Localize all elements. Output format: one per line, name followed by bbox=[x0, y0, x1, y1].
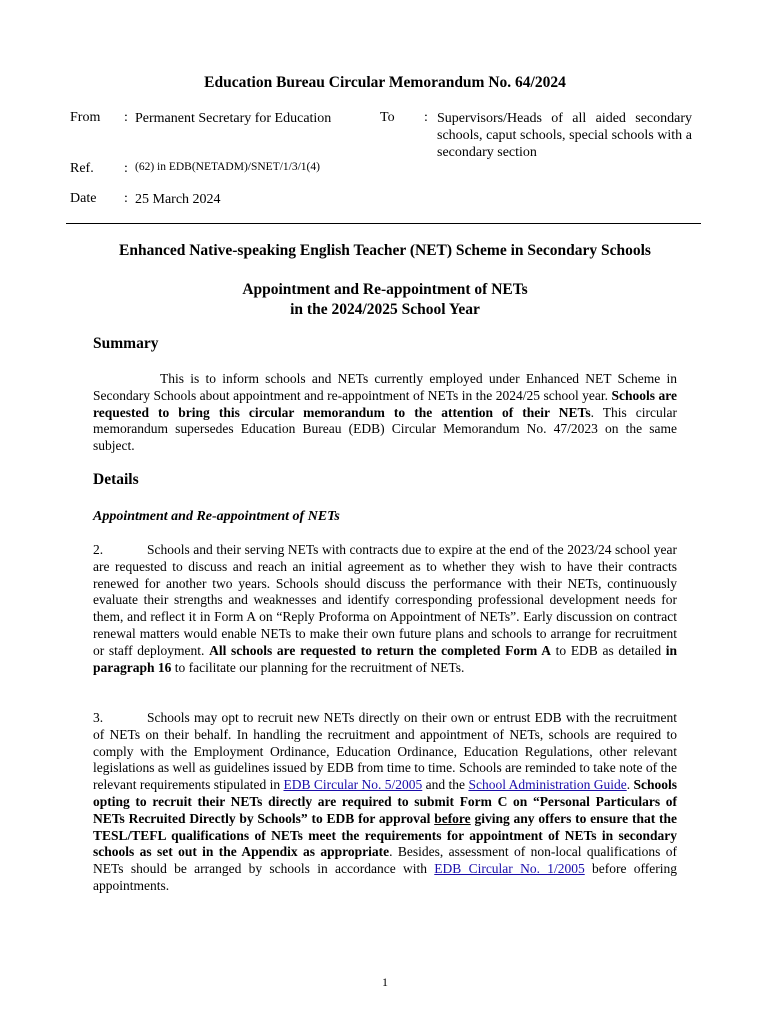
page-number: 1 bbox=[382, 975, 388, 989]
from-value: Permanent Secretary for Education bbox=[135, 111, 332, 126]
appointment-heading bbox=[0, 280, 770, 320]
paragraph-3: 3. Schools may opt to recruit new NETs directly on their own or entrust EDB with the recruitment of NETs on their behalf. In handling the recruitment and appointment of NETs, schools are required to comply with the Employment Ordinance, Education Ordinance, Education Regulations, other relevant legislations as well as guidelines issued by EDB from time to time. Schools are reminded to take note of the relevant requirements stipulated in EDB Circular No. 5/2005 and the School Administration Guide. Schools opting to recruit their NETs directly are required to submit Form C on “Personal Particulars of NETs Recruited Directly by Schools” to EDB for approval before giving any offers to ensure that the TESL/TEFL qualifications of NETs meet the requirements for appointment of NETs in secondary schools as set out in the Appendix as appropriate. Besides, assessment of non-local qualifications of NETs should be arranged by schools in accordance with EDB Circular No. 1/2005 before offering appointments. bbox=[93, 710, 678, 893]
appointment-heading-line2: in the 2024/2025 School Year bbox=[290, 301, 480, 318]
summary-heading: Summary bbox=[93, 335, 159, 352]
from-colon: : bbox=[124, 110, 128, 125]
scheme-heading: Enhanced Native-speaking English Teacher (NET) Scheme in Secondary Schools bbox=[119, 242, 651, 259]
ref-colon: : bbox=[124, 161, 128, 176]
date-label: Date bbox=[70, 191, 97, 206]
from-label: From bbox=[70, 110, 101, 125]
edb-circular-1-2005-link[interactable]: EDB Circular No. 1/2005 bbox=[434, 861, 585, 877]
header-divider bbox=[66, 223, 701, 224]
paragraph-2: 2. Schools and their serving NETs with contracts due to expire at the end of the 2023/24 school year are requested to discuss and reach an initial agreement as to whether they wish to have their contracts renewed for another two years. Schools should discuss the performance with their NETs, continuously evaluate their strengths and weaknesses and identify corresponding professional development needs for them, and reflect it in Form A on “Reply Proforma on Appointment of NETs”. Early discussion on contract renewal matters would enable NETs to make their own future plans and schools to arrange for recruitment or staff deployment. All schools are requested to return the completed Form A to EDB as detailed in paragraph 16 to facilitate our planning for the recruitment of NETs. bbox=[93, 542, 678, 675]
appointment-subheading: Appointment and Re-appointment of NETs bbox=[93, 509, 340, 524]
appointment-heading-line1: Appointment and Re-appointment of NETs bbox=[242, 281, 528, 298]
date-value: 25 March 2024 bbox=[135, 192, 221, 207]
to-value: Supervisors/Heads of all aided secondary schools, caput schools, special schools with a secondary section bbox=[437, 111, 692, 160]
details-heading: Details bbox=[93, 471, 139, 488]
edb-circular-5-2005-link[interactable]: EDB Circular No. 5/2005 bbox=[283, 777, 423, 793]
summary-paragraph: This is to inform schools and NETs currently employed under Enhanced NET Scheme in Secondary Schools about appointment and re-appointment of NETs in the 2024/25 school year. Schools are requested to bring this circular memorandum to the attention of their NETs. This circular memorandum supersedes Education Bureau (EDB) Circular Memorandum No. 47/2023 on the same subject. bbox=[93, 371, 677, 454]
ref-label: Ref. bbox=[70, 161, 94, 176]
to-colon: : bbox=[424, 110, 428, 125]
school-administration-guide-link[interactable]: School Administration Guide bbox=[468, 777, 627, 793]
ref-value: (62) in EDB(NETADM)/SNET/1/3/1(4) bbox=[135, 161, 320, 173]
circular-title: Education Bureau Circular Memorandum No. 64/2024 bbox=[204, 74, 566, 91]
date-colon: : bbox=[124, 191, 128, 206]
to-label: To bbox=[380, 110, 395, 125]
